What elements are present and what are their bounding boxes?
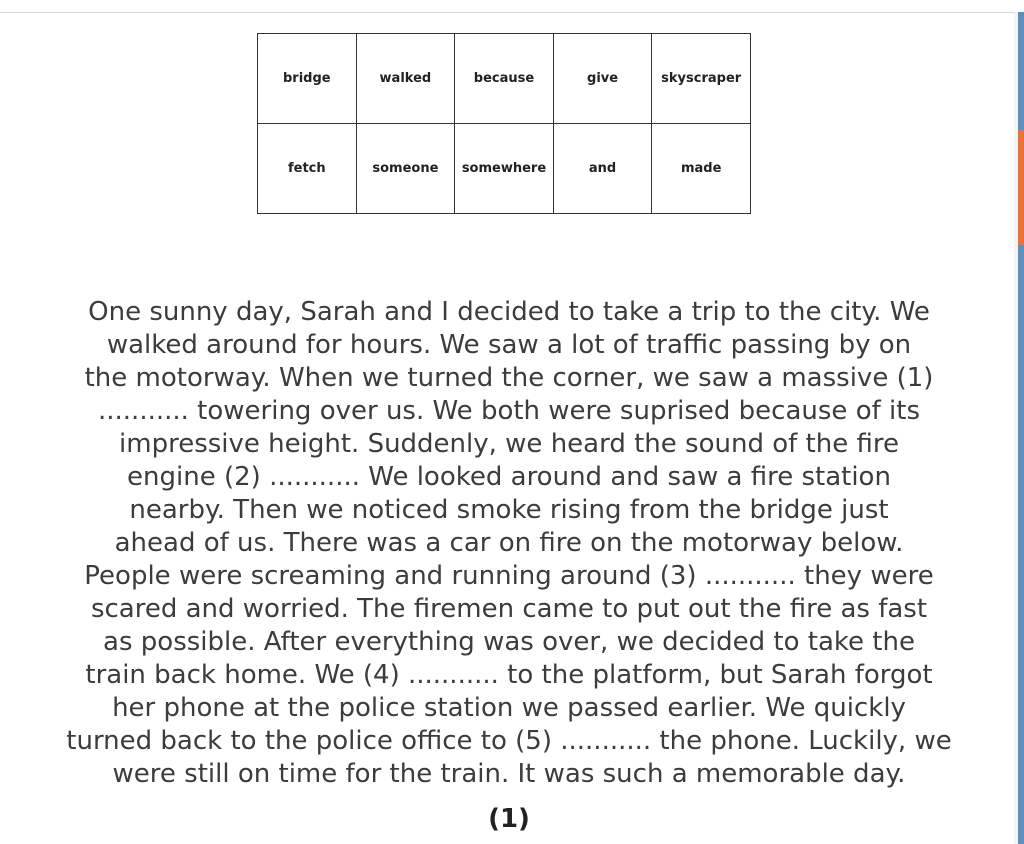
word-bank-row [258,124,751,214]
passage-text [8,296,1010,791]
right-edge-accent [1018,130,1024,245]
word-bank-cell: somewhere [455,124,554,214]
word-bank-cell: because [455,34,554,124]
passage-line: ........... towering over us. We both were suprised because of its [98,396,920,426]
word-bank-cell: someone [356,124,455,214]
word-bank-cell: skyscraper [652,34,751,124]
passage-line: nearby. Then we noticed smoke rising from the bridge just [129,495,889,525]
passage-line: engine (2) ........... We looked around and saw a fire station [127,462,891,492]
question-number: (1) [488,804,530,834]
passage-line: One sunny day, Sarah and I decided to take a trip to the city. We [88,297,930,327]
passage-line: walked around for hours. We saw a lot of traffic passing by on [106,330,912,360]
passage-line: were still on time for the train. It was such a memorable day. [112,759,906,789]
passage-line: impressive height. Suddenly, we heard the sound of the fire [119,429,899,459]
word-bank-table [257,33,751,214]
passage-line: People were screaming and running around (3) ........... they were [84,561,934,591]
top-divider [0,12,1018,13]
word-bank-row [258,34,751,124]
word-bank-cell: bridge [258,34,357,124]
word-bank-cell: and [553,124,652,214]
passage-line: the motorway. When we turned the corner, we saw a massive (1) [84,363,934,393]
passage-line: as possible. After everything was over, we decided to take the [103,627,915,657]
passage-line: scared and worried. The firemen came to put out the fire as fast [90,594,928,624]
passage-line: turned back to the police office to (5) ........... the phone. Luckily, we [66,726,952,756]
passage-line: her phone at the police station we passed earlier. We quickly [112,693,906,723]
word-bank-cell: give [553,34,652,124]
word-bank-cell: walked [356,34,455,124]
passage-line: train back home. We (4) ........... to the platform, but Sarah forgot [85,660,933,690]
word-bank-cell: fetch [258,124,357,214]
word-bank-cell: made [652,124,751,214]
passage-line: ahead of us. There was a car on fire on the motorway below. [114,528,904,558]
